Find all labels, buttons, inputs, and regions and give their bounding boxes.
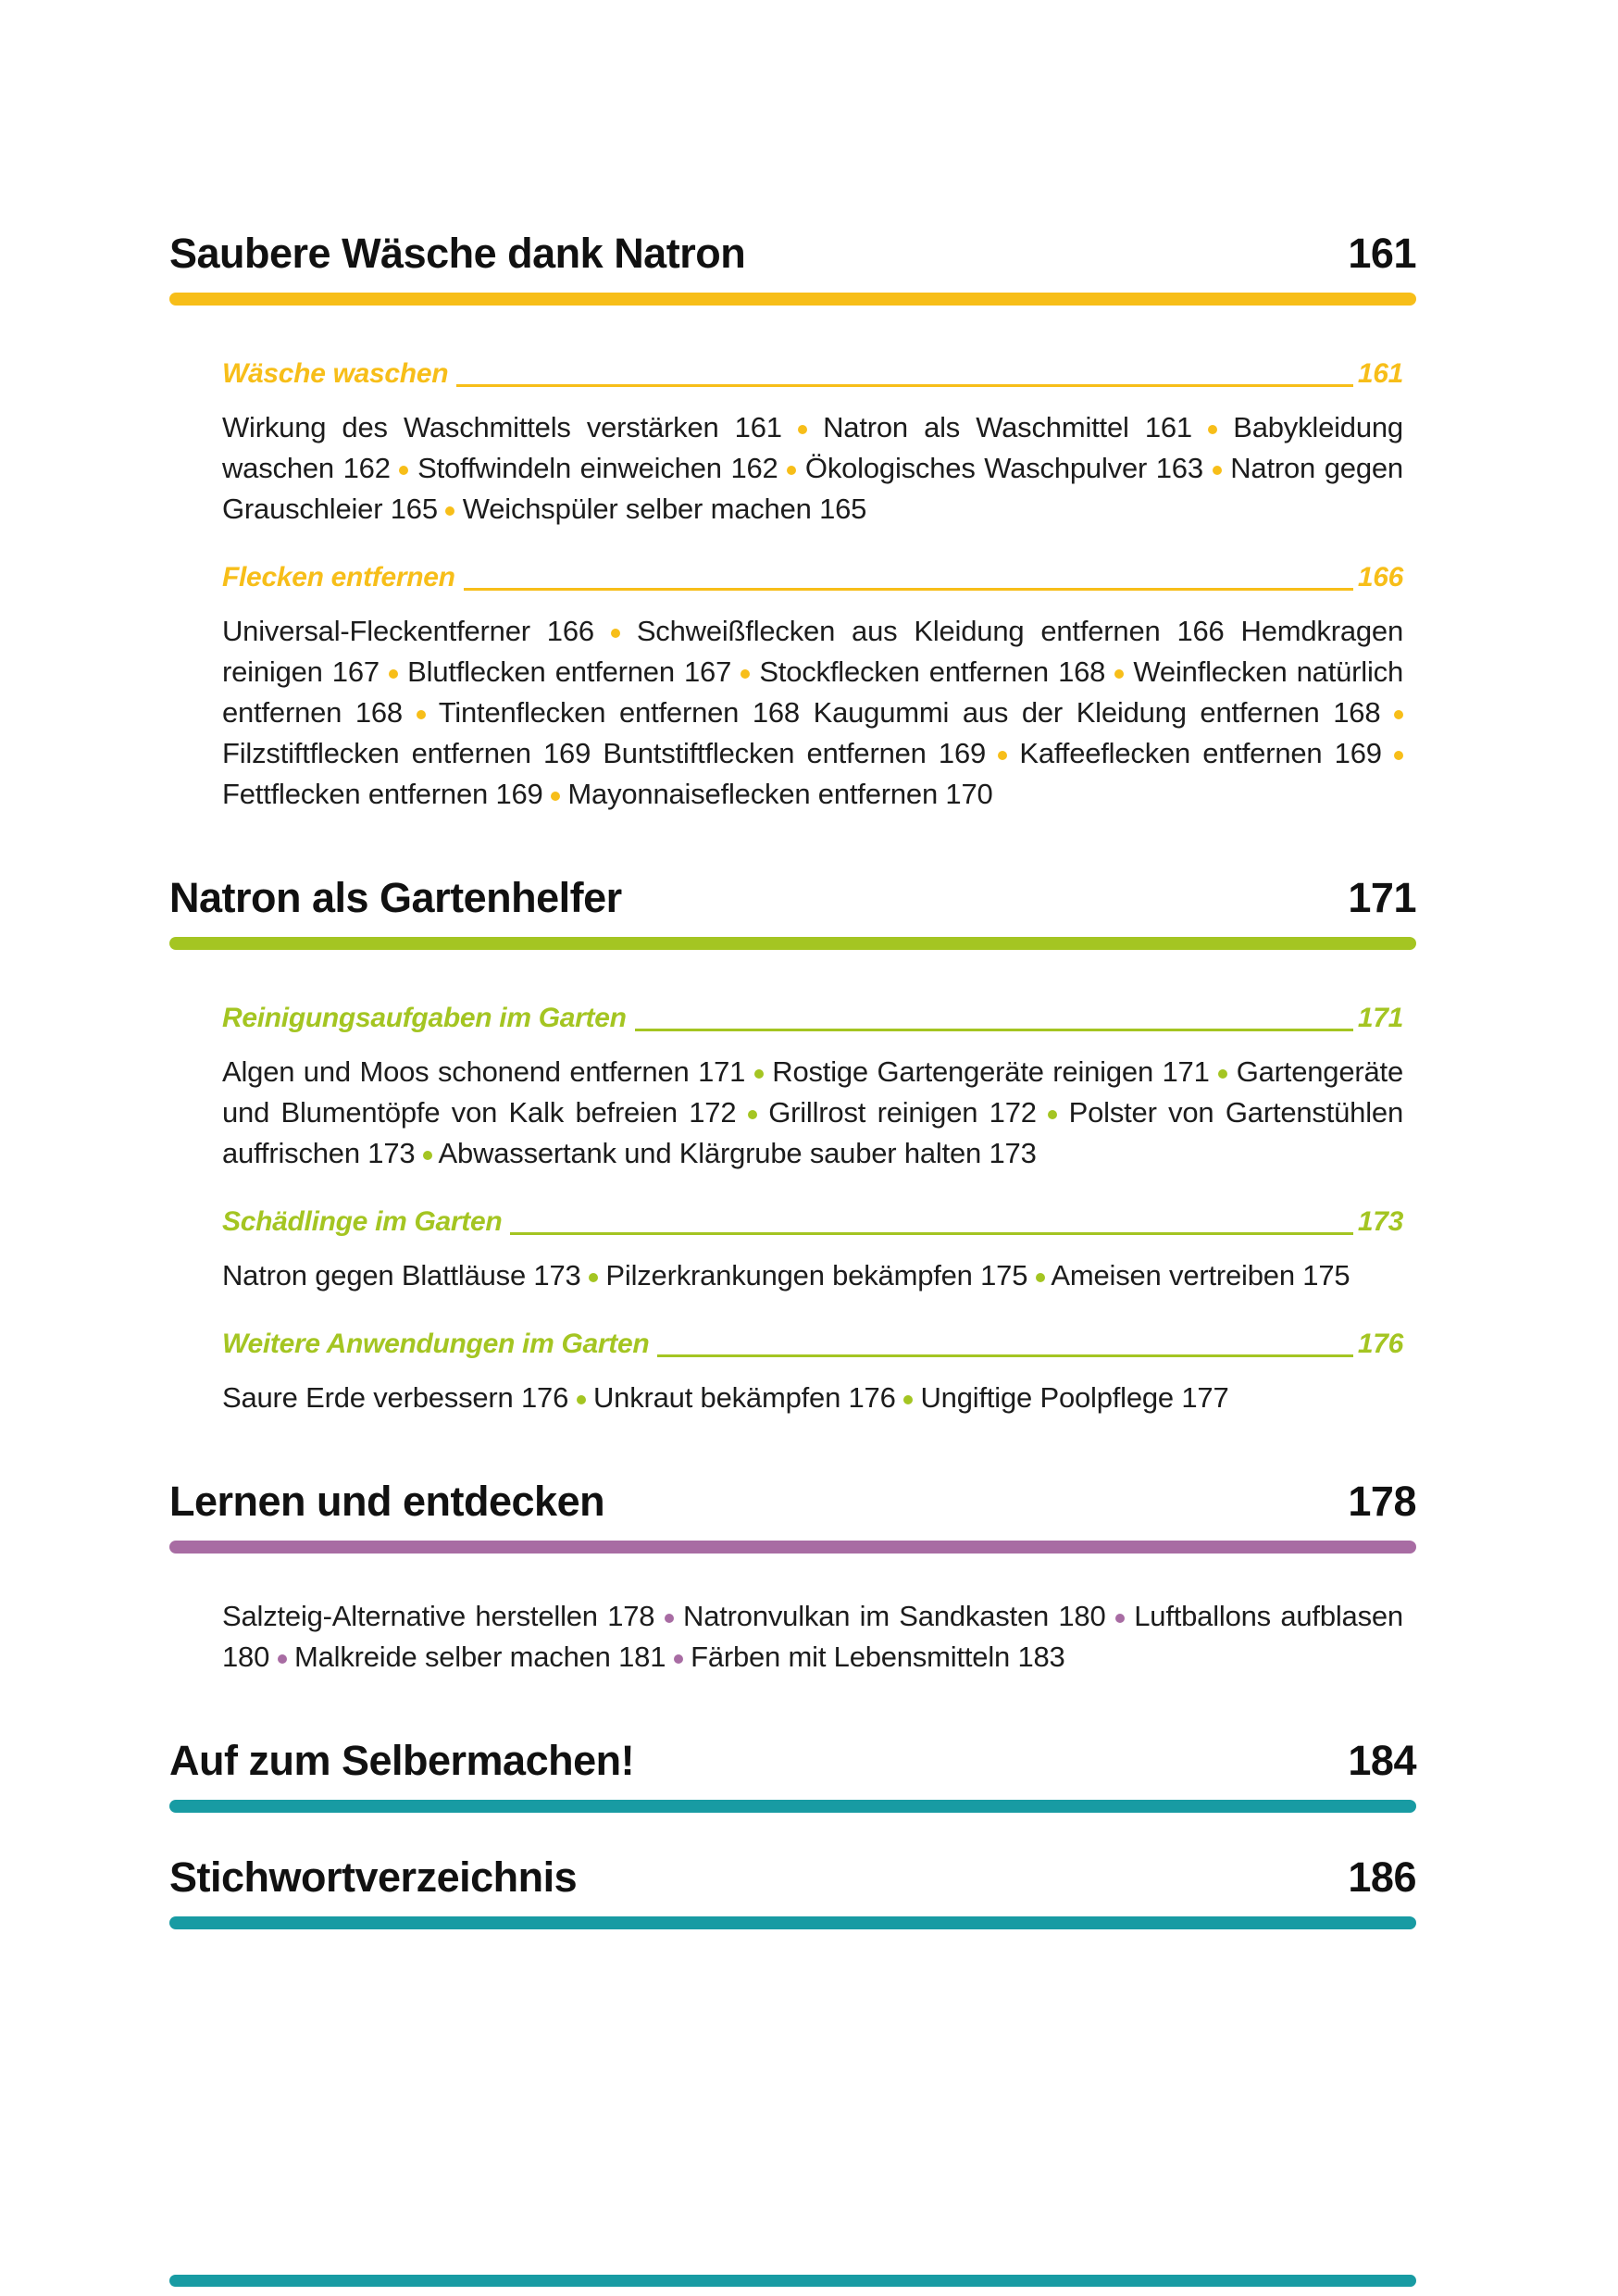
chapter-page-number: 171 <box>1348 874 1416 921</box>
leader-line <box>657 1354 1352 1357</box>
chapter-rule <box>169 293 1416 306</box>
bullet-dot <box>998 751 1007 760</box>
bullet-dot <box>611 629 620 638</box>
subsection-row <box>222 1204 1403 1241</box>
chapter-row <box>169 1853 1416 1902</box>
leader-line <box>510 1232 1352 1235</box>
toc-paragraph: Wirkung des Waschmittels verstärken 161 Natron als Waschmittel 161 Babykleidung waschen 162 Stoffwindeln einweichen 162 Ökologisches Waschpulver 163 Natron gegen Grauschleier 165 Weichspüler selber machen 165 <box>222 411 1403 525</box>
bullet-dot <box>399 466 408 475</box>
subsection-row <box>222 1000 1403 1037</box>
toc-paragraph: Salzteig-Alternative herstellen 178 Natronvulkan im Sandkasten 180 Luftballons aufblasen 180 Malkreide selber machen 181 Färben mit Lebensmitteln 183 <box>222 1600 1403 1673</box>
bullet-dot <box>798 425 807 434</box>
bullet-dot <box>1036 1273 1045 1282</box>
toc-chapter <box>169 1478 1416 1678</box>
subsection-title: Flecken entfernen <box>222 562 455 593</box>
subsection-page-number: 161 <box>1357 358 1403 389</box>
subsection-page-number: 173 <box>1357 1206 1403 1237</box>
subsection-page-number: 176 <box>1357 1329 1403 1359</box>
chapter-row <box>169 1737 1416 1785</box>
bullet-dot <box>1115 1614 1125 1623</box>
toc-chapter-list <box>169 230 1416 1929</box>
chapter-title: Lernen und entdecken <box>169 1478 605 1525</box>
bullet-dot <box>1394 710 1403 719</box>
chapter-page-number: 161 <box>1348 230 1416 277</box>
bullet-dot <box>674 1654 683 1664</box>
bullet-dot <box>551 792 560 801</box>
chapter-rule <box>169 1541 1416 1554</box>
bullet-dot <box>389 669 398 679</box>
bullet-dot <box>1114 669 1124 679</box>
bullet-dot <box>741 669 750 679</box>
bullet-dot <box>903 1395 913 1404</box>
bullet-dot <box>445 506 454 516</box>
leader-line <box>635 1029 1353 1031</box>
subsection-row <box>222 1326 1403 1363</box>
toc-subsection <box>222 1326 1403 1418</box>
toc-paragraph: Universal-Fleckentferner 166 Schweißflecken aus Kleidung entfernen 166 Hemdkragen reinigen 167 Blutflecken entfernen 167 Stockflecken entfernen 168 Weinflecken natürlich entfernen 168 Tintenflecken entfernen 168 Kaugummi aus der Kleidung entfernen 168 Filzstiftflecken entfernen 169 Buntstiftflecken entfernen 169 Kaffeeflecken entfernen 169 Fettflecken entfernen 169 Mayonnaiseflecken entfernen 170 <box>222 615 1403 810</box>
toc-subsection <box>222 1204 1403 1296</box>
subsection-row <box>222 356 1403 393</box>
bullet-dot <box>754 1069 764 1079</box>
toc-paragraph: Saure Erde verbessern 176 Unkraut bekämpfen 176 Ungiftige Poolpflege 177 <box>222 1381 1229 1414</box>
bullet-dot <box>748 1110 757 1119</box>
bullet-dot <box>1048 1110 1057 1119</box>
subsection-page-number: 171 <box>1357 1003 1403 1033</box>
bullet-dot <box>423 1151 432 1160</box>
subsection-page-number: 166 <box>1357 562 1403 593</box>
bullet-dot <box>417 710 426 719</box>
chapter-title: Auf zum Selbermachen! <box>169 1737 635 1784</box>
chapter-rule <box>169 1916 1416 1929</box>
chapter-row <box>169 874 1416 922</box>
chapter-page-number: 184 <box>1348 1737 1416 1784</box>
bullet-dot <box>589 1273 598 1282</box>
toc-chapter <box>169 1853 1416 1929</box>
leader-line <box>464 588 1353 591</box>
toc-chapter <box>169 874 1416 1418</box>
chapter-page-number: 178 <box>1348 1478 1416 1525</box>
subsection-title: Schädlinge im Garten <box>222 1206 503 1237</box>
toc-subsection <box>222 559 1403 815</box>
toc-chapter <box>169 230 1416 815</box>
bullet-dot <box>577 1395 586 1404</box>
toc-chapter <box>169 1737 1416 1813</box>
subsection-title: Reinigungsaufgaben im Garten <box>222 1003 627 1033</box>
toc-subsection <box>222 356 1403 530</box>
leader-line <box>456 384 1353 387</box>
page-bottom-rule <box>169 2275 1416 2287</box>
toc-subsection <box>222 1000 1403 1174</box>
bullet-dot <box>1394 751 1403 760</box>
chapter-rule <box>169 937 1416 950</box>
chapter-title: Stichwortverzeichnis <box>169 1853 578 1901</box>
subsection-title: Wäsche waschen <box>222 358 449 389</box>
bullet-dot <box>1218 1069 1227 1079</box>
chapter-title: Natron als Gartenhelfer <box>169 874 622 921</box>
chapter-page-number: 186 <box>1348 1853 1416 1901</box>
bullet-dot <box>665 1614 674 1623</box>
toc-paragraph: Algen und Moos schonend entfernen 171 Rostige Gartengeräte reinigen 171 Gartengeräte und Blumentöpfe von Kalk befreien 172 Grillrost reinigen 172 Polster von Gartenstühlen auffrischen 173 Abwassertank und Klärgrube sauber halten 173 <box>222 1055 1403 1169</box>
bullet-dot <box>787 466 796 475</box>
chapter-row <box>169 230 1416 278</box>
bullet-dot <box>278 1654 287 1664</box>
chapter-title: Saubere Wäsche dank Natron <box>169 230 746 277</box>
toc-paragraph: Natron gegen Blattläuse 173 Pilzerkrankungen bekämpfen 175 Ameisen vertreiben 175 <box>222 1259 1350 1292</box>
chapter-rule <box>169 1800 1416 1813</box>
subsection-title: Weitere Anwendungen im Garten <box>222 1329 650 1359</box>
subsection-row <box>222 559 1403 596</box>
bullet-dot <box>1208 425 1217 434</box>
bullet-dot <box>1213 466 1222 475</box>
chapter-row <box>169 1478 1416 1526</box>
